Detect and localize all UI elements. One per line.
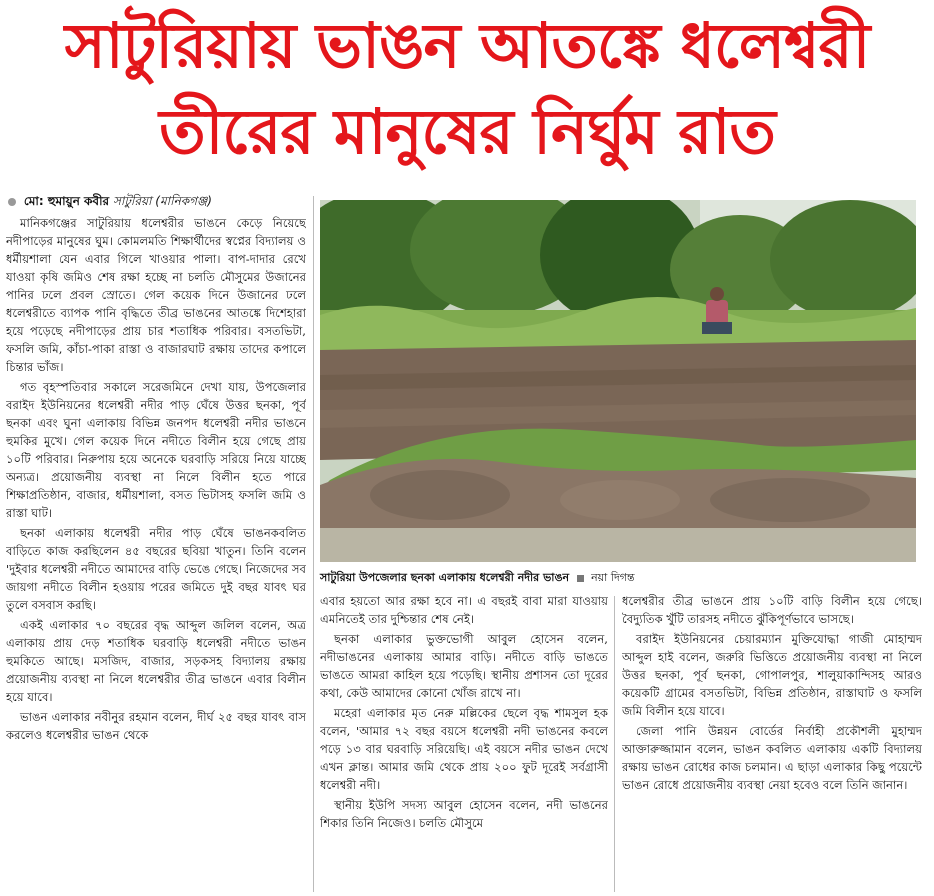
column-divider [313, 196, 314, 892]
paragraph: ভাঙন এলাকার নবীনুর রহমান বলেন, দীর্ঘ ২৫ বছর যাবৎ বাস করলেও ধলেশ্বরীর ভাঙন থেকে [6, 710, 306, 742]
square-bullet-icon [577, 575, 584, 582]
paragraph: ছনকা এলাকায় ধলেশ্বরী নদীর পাড় ঘেঁষে ভাঙনকবলিত বাড়িতে কাজ করছিলেন ৪৫ বছরের ছবিয়া খাতুন। তিনি বলেন 'দুইবার ধলেশ্বরী নদীতে আমাদের বাড়ি ভেঙে গেছে। নিজেদের সব জায়গা নদীতে বিলীন হওয়ায় পরের জমিতে দুই বছর যাবৎ ঘর তুলে বসবাস করছি। [6, 526, 306, 612]
paragraph: গত বৃহস্পতিবার সকালে সরেজমিনে দেখা যায়, উপজেলার বরাইদ ইউনিয়নের ধলেশ্বরী নদীর পাড় ঘেঁষে উত্তর ছনকা, পূর্ব ছনকা এবং ঘুনা এলাকায় বিভিন্ন জনপদ ধলেশ্বরী নদীর ভাঙনে হুমকির মুখে। গেল কয়েক দিনে নদীতে বিলীন হয়ে গেছে প্রায় ১০টি পরিবার। নিরুপায় হয়ে অনেকে ঘরবাড়ি সরিয়ে নিয়ে যাচ্ছে অন্যত্র। প্রয়োজনীয় ব্যবস্থা না নিলে বিলীন হতে পারে শিক্ষাপ্রতিষ্ঠান, বাজার, ধর্মীয়শালা, বসত ভিটাসহ ফসলি জমি ও রাস্তা ঘাট। [6, 380, 306, 520]
bullet-icon [8, 198, 16, 206]
article-column-3 [622, 592, 922, 892]
photo-credit: নয়া দিগন্ত [591, 571, 635, 584]
dateline-location: সাটুরিয়া (মানিকগঞ্জ) [112, 194, 212, 208]
paragraph: জেলা পানি উন্নয়ন বোর্ডের নির্বাহী প্রকৌশলী মুহাম্মদ আক্তারুজ্জামান বলেন, ভাঙন কবলিত এলাকায় একটি বিদ্যালয় রক্ষায় ভাঙন রোধের কাজ চলমান। এ ছাড়া এলাকার কিছু পয়েন্টে ভাঙন রোধে প্রয়োজনীয় ব্যবস্থা নেয়া হবেও বলে তিনি জানান। [622, 724, 922, 792]
paragraph: এবার হয়তো আর রক্ষা হবে না। এ বছরই বাবা মারা যাওয়ায় এমনিতেই তার দুশ্চিন্তার শেষ নেই। [320, 594, 608, 626]
column-divider [614, 596, 615, 892]
paragraph: বরাইদ ইউনিয়নের চেয়ারম্যান মুক্তিযোদ্ধা গাজী মোহাম্মদ আব্দুল হাই বলেন, জরুরি ভিত্তিতে প্রয়োজনীয় ব্যবস্থা না নিলে উত্তর ছনকা, পূর্ব ছনকা, গোপালপুর, শালুয়াকান্দিসহ আরও কয়েকটি গ্রামের বসতভিটা, বিভিন্ন প্রতিষ্ঠান, রাস্তাঘাট ও ফসলি জমি বিলীন হয়ে যাবে। [622, 632, 922, 718]
headline-line-1: সাটুরিয়ায় ভাঙন আতঙ্কে ধলেশ্বরী [64, 9, 870, 82]
paragraph: একই এলাকার ৭০ বছরের বৃদ্ধ আব্দুল জলিল বলেন, অত্র এলাকায় প্রায় দেড় শতাধিক ঘরবাড়ি ধলেশ্বরী নদীতে ভাঙন হুমকিতে আছে। মসজিদ, বাজার, সড়কসহ বিদ্যালয় রক্ষায় প্রয়োজনীয় ব্যবস্থা না নিলে ধলেশ্বরীর তীব্র ভাঙনে এবার বিলীন হয়ে যাবে। [6, 618, 306, 704]
photo-caption [320, 570, 920, 586]
article-column-1 [6, 214, 306, 894]
paragraph: ধলেশ্বরীর তীব্র ভাঙনে প্রায় ১০টি বাড়ি বিলীন হয়ে গেছে। বৈদ্যুতিক খুঁটি তারসহ নদীতে ঝুঁকিপূর্ণভাবে ভাসছে। [622, 594, 922, 626]
paragraph: মহেরা এলাকার মৃত নেরু মল্লিকের ছেলে বৃদ্ধ শামসুল হক বলেন, 'আমার ৭২ বছর বয়সে ধলেশ্বরী নদী ভাঙনের কবলে পড়ে ১৩ বার ঘরবাড়ি সরিয়েছি। এই বয়সে নদীর ভাঙন দেখে এখন ক্লান্ত। আমার জমি থেকে প্রায় ২০০ ফুট দূরেই সর্বগ্রাসী ধলেশ্বরী নদী। [320, 706, 608, 792]
news-photo [320, 200, 916, 562]
headline [0, 0, 934, 188]
paragraph: মানিকগঞ্জের সাটুরিয়ায় ধলেশ্বরীর ভাঙনে কেড়ে নিয়েছে নদীপাড়ের মানুষের ঘুম। কোমলমতি শিক্ষার্থীদের স্বপ্নের বিদ্যালয় ও ধর্মীয়শালা যেন এবার গিলে খাওয়ার পালা। বাপ-দাদার রেখে যাওয়া কৃষি জমিও শেষ রক্ষা হচ্ছে না চলতি মৌসুমের উজানের পানির ঢলে প্রবল স্রোতে। গেল কয়েক দিনে উজানের ঢলে ধলেশ্বরীতে ব্যাপক পানি বৃদ্ধিতে তীব্র ভাঙনের আতঙ্কে দিশেহারা হয়ে পড়েছে নদীপাড়ের প্রায় চার শতাধিক পরিবার। বসতভিটা, ফসলি জমি, কাঁচা-পাকা রাস্তা ও বাজারঘাট রক্ষায় তাদের কপালে চিন্তার ভাঁজ। [6, 216, 306, 374]
paragraph: স্থানীয় ইউপি সদস্য আবুল হোসেন বলেন, নদী ভাঙনের শিকার তিনি নিজেও। চলতি মৌসুমে [320, 798, 608, 830]
byline [8, 192, 312, 210]
caption-text: সাটুরিয়া উপজেলার ছনকা এলাকায় ধলেশ্বরী নদীর ভাঙন [320, 571, 570, 584]
article-column-2 [320, 592, 608, 892]
headline-line-2: তীরের মানুষের নির্ঘুম রাত [159, 95, 775, 168]
author-name: মো: হুমায়ুন কবীর [23, 194, 110, 208]
paragraph: ছনকা এলাকার ভুক্তভোগী আবুল হোসেন বলেন, নদীভাঙনের এলাকায় আমার বাড়ি। নদীতে বাড়ি ভাঙতে ভাঙতে আমরা কাহিল হয়ে পড়েছি। স্থানীয় প্রশাসন তো দূরের কথা, কেউ আমাদের কোনো খোঁজ রাখে না। [320, 632, 608, 700]
